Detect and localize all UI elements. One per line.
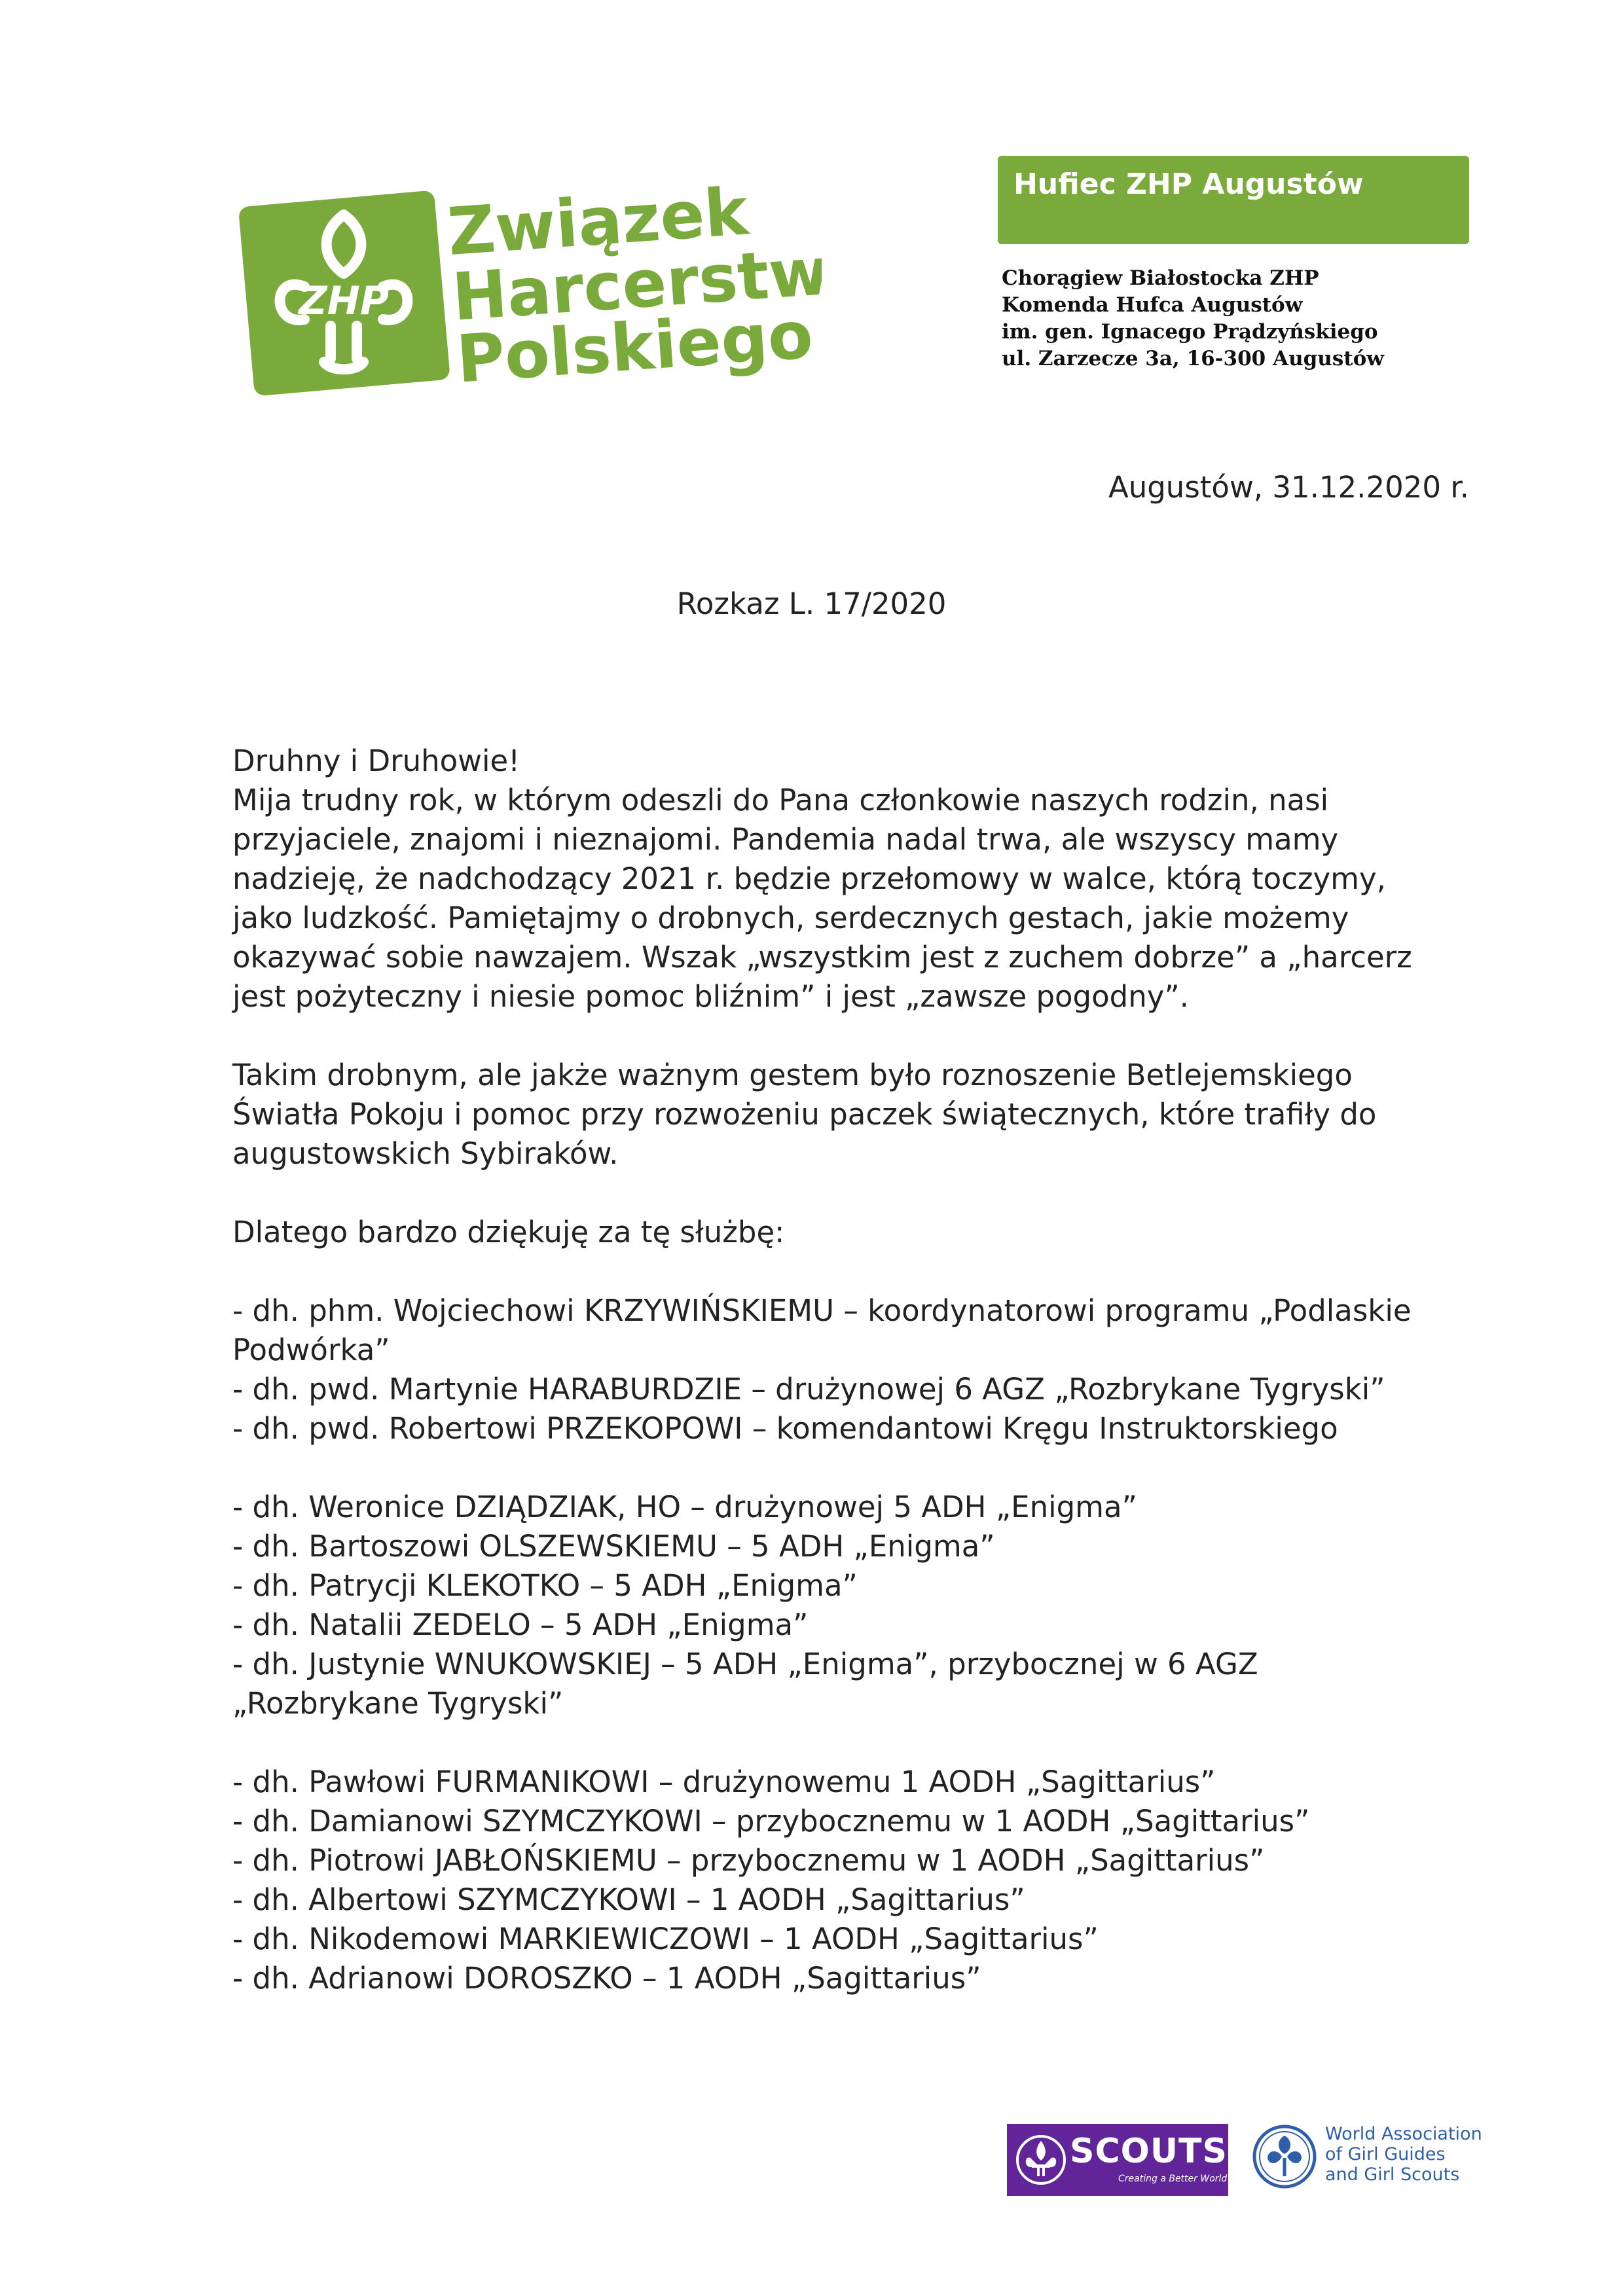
list-item: - dh. phm. Wojciechowi KRZYWIŃSKIEMU – koordynatorowi programu „Podlaskie <box>232 1293 1412 1328</box>
list-item: - dh. Damianowi SZYMCZYKOWI – przybocznemu w 1 AODH „Sagittarius” <box>232 1804 1310 1839</box>
address-line: im. gen. Ignacego Prądzyńskiego <box>1002 320 1378 344</box>
list-item: - dh. pwd. Robertowi PRZEKOPOWI – komendantowi Kręgu Instruktorskiego <box>232 1411 1338 1446</box>
zhp-logo-graphic <box>232 162 822 398</box>
text-line: przyjaciele, znajomi i nieznajomi. Pandemia nadal trwa, ale wszyscy mamy <box>232 822 1339 857</box>
paragraph-gesture <box>232 1056 1412 1174</box>
logo-line-1: Związek <box>445 173 751 271</box>
address-block <box>1002 265 1384 372</box>
list-item: - dh. Patrycji KLEKOTKO – 5 ADH „Enigma” <box>232 1568 858 1603</box>
text-line: Światła Pokoju i pomoc przy rozwożeniu paczek świątecznych, które trafiły do <box>232 1097 1377 1132</box>
list-item: - dh. Albertowi SZYMCZYKOWI – 1 AODH „Sagittarius” <box>232 1882 1025 1917</box>
logo-line-3: Polskiego <box>454 296 816 398</box>
list-item: - dh. Natalii ZEDELO – 5 ADH „Enigma” <box>232 1607 809 1642</box>
list-item: - dh. Bartoszowi OLSZEWSKIEMU – 5 ADH „Enigma” <box>232 1529 995 1564</box>
thanks-group-instructors <box>232 1291 1412 1448</box>
list-item: - dh. Pawłowi FURMANIKOWI – drużynowemu 1 AODH „Sagittarius” <box>232 1765 1216 1799</box>
address-line: Komenda Hufca Augustów <box>1002 293 1303 317</box>
letter-body <box>232 742 1412 2037</box>
list-item: - dh. Weronice DZIĄDZIAK, HO – drużynowej 5 ADH „Enigma” <box>232 1490 1137 1524</box>
list-item: - dh. Adrianowi DOROSZKO – 1 AODH „Sagittarius” <box>232 1961 981 1996</box>
thanks-group-sagittarius <box>232 1763 1412 1998</box>
address-line: Chorągiew Białostocka ZHP <box>1002 266 1319 290</box>
text-line: augustowskich Sybiraków. <box>232 1136 619 1171</box>
text-line: Dlatego bardzo dziękuję za tę służbę: <box>232 1215 785 1249</box>
list-item: - dh. Piotrowi JABŁOŃSKIEMU – przybocznemu w 1 AODH „Sagittarius” <box>232 1843 1265 1878</box>
zhp-emblem-text: ZHP <box>299 278 389 324</box>
wagggs-line: World Association <box>1325 2124 1482 2144</box>
fleur-de-lis-icon <box>1016 2134 1066 2185</box>
scouts-wordmark: SCOUTS <box>1070 2132 1228 2171</box>
paragraph-greeting <box>232 742 1412 1016</box>
scouts-logo <box>1007 2124 1228 2196</box>
list-item: Podwórka” <box>232 1333 390 1367</box>
logo-line-2: Harcerstwa <box>450 230 822 336</box>
date-line: Augustów, 31.12.2020 r. <box>1108 470 1469 505</box>
wagggs-name <box>1325 2124 1482 2185</box>
wagggs-line: of Girl Guides <box>1325 2144 1446 2164</box>
scouts-tagline: Creating a Better World <box>1118 2174 1228 2184</box>
trefoil-icon <box>1252 2124 1317 2189</box>
order-title: Rozkaz L. 17/2020 <box>676 586 947 621</box>
thanks-group-enigma <box>232 1488 1412 1723</box>
text-line: Takim drobnym, ale jakże ważnym gestem było roznoszenie Betlejemskiego <box>232 1058 1353 1092</box>
hufiec-title: Hufiec ZHP Augustów <box>1013 168 1364 201</box>
address-line: ul. Zarzecze 3a, 16-300 Augustów <box>1002 347 1384 370</box>
hufiec-header-box <box>998 156 1469 244</box>
text-line: jest pożyteczny i niesie pomoc bliźnim” i jest „zawsze pogodny”. <box>232 979 1189 1014</box>
text-line: nadzieję, że nadchodzący 2021 r. będzie przełomowy w walce, którą toczymy, <box>232 861 1386 896</box>
text-line: Mija trudny rok, w którym odeszli do Pana członkowie naszych rodzin, nasi <box>232 783 1329 817</box>
list-item: - dh. Nikodemowi MARKIEWICZOWI – 1 AODH „Sagittarius” <box>232 1922 1099 1956</box>
text-line: Druhny i Druhowie! <box>232 744 520 778</box>
text-line: okazywać sobie nawzajem. Wszak „wszystkim jest z zuchem dobrze” a „harcerz <box>232 940 1412 975</box>
text-line: jako ludzkość. Pamiętajmy o drobnych, serdecznych gestach, jakie możemy <box>232 901 1349 935</box>
zhp-logo <box>232 162 822 398</box>
list-item: „Rozbrykane Tygryski” <box>232 1686 564 1721</box>
list-item: - dh. Justynie WNUKOWSKIEJ – 5 ADH „Enigma”, przybocznej w 6 AGZ <box>232 1647 1258 1681</box>
paragraph-thanks-intro <box>232 1213 1412 1252</box>
wagggs-line: and Girl Scouts <box>1325 2164 1460 2185</box>
list-item: - dh. pwd. Martynie HARABURDZIE – drużynowej 6 AGZ „Rozbrykane Tygryski” <box>232 1372 1385 1407</box>
